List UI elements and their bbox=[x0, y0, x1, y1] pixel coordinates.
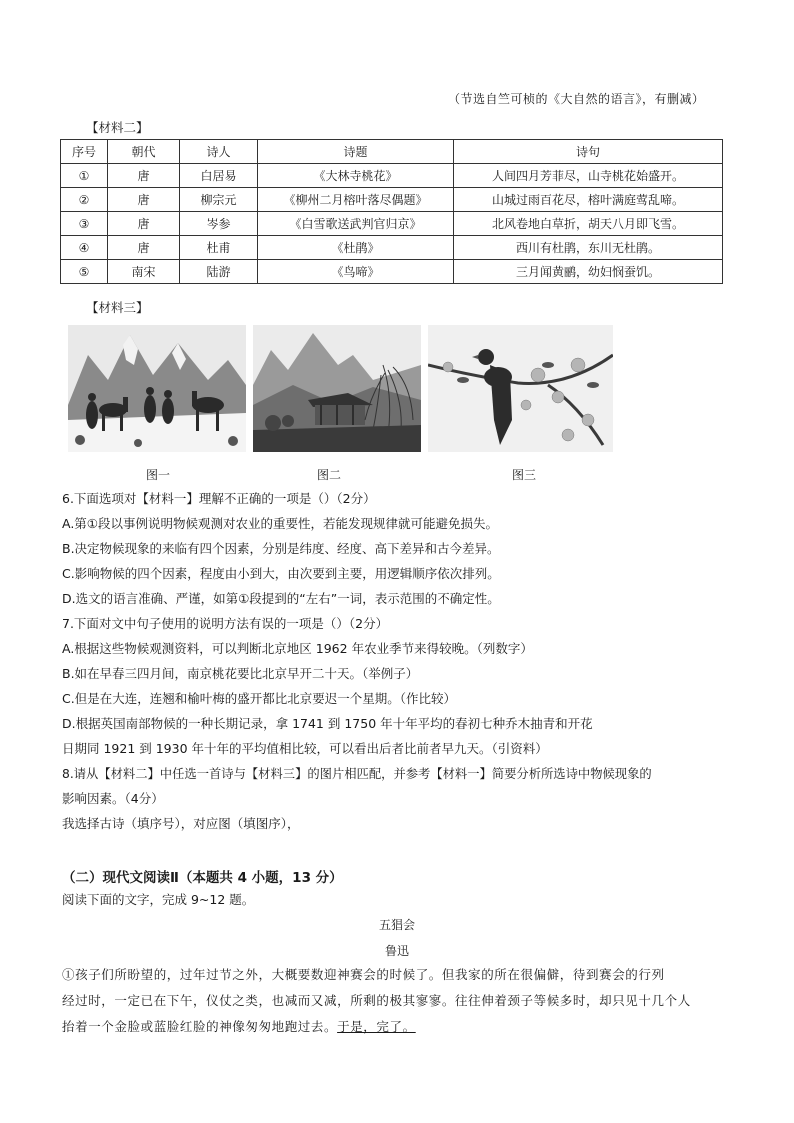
para1-line2: 经过时，一定已在下午，仪仗之类，也减而又减，所剩的极其寥寥。往往伸着颈子等候多时，却只见十几个人 bbox=[62, 993, 691, 1008]
cell-line: 西川有杜鹃，东川无杜鹃。 bbox=[454, 236, 723, 260]
q6-option-c: C.影响物候的四个因素，程度由小到大，由次要到主要，用逻辑顺序依次排列。 bbox=[62, 566, 500, 581]
cell-poet: 柳宗元 bbox=[180, 188, 258, 212]
cell-no: ④ bbox=[61, 236, 108, 260]
cell-no: ⑤ bbox=[61, 260, 108, 284]
material3-label: 【材料三】 bbox=[86, 300, 149, 315]
passage-author: 鲁迅 bbox=[384, 944, 409, 958]
para1-line1: ①孩子们所盼望的，过年过节之外，大概要数迎神赛会的时候了。但我家的所在很偏僻，待到赛会的行列 bbox=[62, 967, 665, 982]
header-no: 序号 bbox=[61, 140, 108, 164]
figure-2-pavilion-scene bbox=[253, 325, 421, 452]
passage-paragraph-1 bbox=[62, 962, 730, 1040]
cell-line: 山城过雨百花尽，榕叶满庭莺乱啼。 bbox=[454, 188, 723, 212]
figure-2-caption: 图二 bbox=[317, 468, 342, 482]
table-header-row bbox=[61, 140, 723, 164]
para1-line3 bbox=[62, 1014, 730, 1040]
q7-option-c: C.但是在大连，连翘和榆叶梅的盛开都比北京要迟一个星期。（作比较） bbox=[62, 691, 456, 706]
cell-title: 《杜鹃》 bbox=[258, 236, 454, 260]
para1-line3-text: 抬着一个金脸或蓝脸红脸的神像匆匆地跑过去。 bbox=[62, 1019, 338, 1034]
table-row bbox=[61, 260, 723, 284]
cell-no: ① bbox=[61, 164, 108, 188]
cell-poet: 岑参 bbox=[180, 212, 258, 236]
q7-stem: 7.下面对文中句子使用的说明方法有误的一项是（）（2分） bbox=[62, 616, 389, 631]
cell-dynasty: 唐 bbox=[108, 236, 180, 260]
q8-answer-line: 我选择古诗（填序号），对应图（填图序）， bbox=[62, 816, 300, 831]
section2-heading: （二）现代文阅读Ⅱ（本题共 4 小题，13 分） bbox=[62, 870, 343, 886]
header-dynasty: 朝代 bbox=[108, 140, 180, 164]
cell-title: 《白雪歌送武判官归京》 bbox=[258, 212, 454, 236]
material2-label: 【材料二】 bbox=[86, 120, 149, 135]
table-row bbox=[61, 164, 723, 188]
figure-1-snow-scene bbox=[68, 325, 246, 452]
q8-stem-line2: 影响因素。（4分） bbox=[62, 791, 164, 806]
header-poet: 诗人 bbox=[180, 140, 258, 164]
header-title: 诗题 bbox=[258, 140, 454, 164]
para1-underlined-text: 于是，完了。 bbox=[337, 1019, 416, 1034]
cell-title: 《柳州二月榕叶落尽偶题》 bbox=[258, 188, 454, 212]
q6-option-b: B.决定物候现象的来临有四个因素，分别是纬度、经度、高下差异和古今差异。 bbox=[62, 541, 500, 556]
cell-line: 三月闻黄鹂，幼妇悯蚕饥。 bbox=[454, 260, 723, 284]
figure-3-bird-blossom bbox=[428, 325, 613, 452]
source-note: （节选自竺可桢的《大自然的语言》，有删减） bbox=[448, 92, 705, 106]
table-row bbox=[61, 212, 723, 236]
poem-table bbox=[60, 139, 723, 284]
cell-dynasty: 唐 bbox=[108, 188, 180, 212]
q7-option-b: B.如在早春三四月间，南京桃花要比北京早开二十天。（举例子） bbox=[62, 666, 419, 681]
cell-line: 人间四月芳菲尽，山寺桃花始盛开。 bbox=[454, 164, 723, 188]
passage-title: 五猖会 bbox=[378, 918, 415, 932]
cell-dynasty: 唐 bbox=[108, 164, 180, 188]
section2-instruction: 阅读下面的文字，完成 9~12 题。 bbox=[62, 892, 255, 907]
q6-stem: 6.下面选项对【材料一】理解不正确的一项是（）（2分） bbox=[62, 491, 376, 506]
cell-dynasty: 南宋 bbox=[108, 260, 180, 284]
cell-title: 《鸟啼》 bbox=[258, 260, 454, 284]
q7-option-d-line1: D.根据英国南部物候的一种长期记录，拿 1741 到 1750 年十年平均的春初七种乔木抽青和开花 bbox=[62, 716, 593, 731]
cell-poet: 白居易 bbox=[180, 164, 258, 188]
table-row bbox=[61, 236, 723, 260]
q6-option-d: D.选文的语言准确、严谨，如第①段提到的“左右”一词，表示范围的不确定性。 bbox=[62, 591, 500, 606]
table-row bbox=[61, 188, 723, 212]
cell-poet: 杜甫 bbox=[180, 236, 258, 260]
q6-option-a: A.第①段以事例说明物候观测对农业的重要性，若能发现规律就可能避免损失。 bbox=[62, 516, 499, 531]
cell-no: ② bbox=[61, 188, 108, 212]
figure-1-caption: 图一 bbox=[146, 468, 171, 482]
q7-option-a: A.根据这些物候观测资料，可以判断北京地区 1962 年农业季节来得较晚。（列数字） bbox=[62, 641, 533, 656]
cell-title: 《大林寺桃花》 bbox=[258, 164, 454, 188]
q7-option-d-line2: 日期同 1921 到 1930 年十年的平均值相比较，可以看出后者比前者早九天。（引资料） bbox=[62, 741, 548, 756]
q8-stem-line1: 8.请从【材料二】中任选一首诗与【材料三】的图片相匹配，并参考【材料一】简要分析所选诗中物候现象的 bbox=[62, 767, 652, 781]
cell-poet: 陆游 bbox=[180, 260, 258, 284]
cell-dynasty: 唐 bbox=[108, 212, 180, 236]
cell-line: 北风卷地白草折，胡天八月即飞雪。 bbox=[454, 212, 723, 236]
figure-3-caption: 图三 bbox=[512, 468, 537, 482]
cell-no: ③ bbox=[61, 212, 108, 236]
header-line: 诗句 bbox=[454, 140, 723, 164]
